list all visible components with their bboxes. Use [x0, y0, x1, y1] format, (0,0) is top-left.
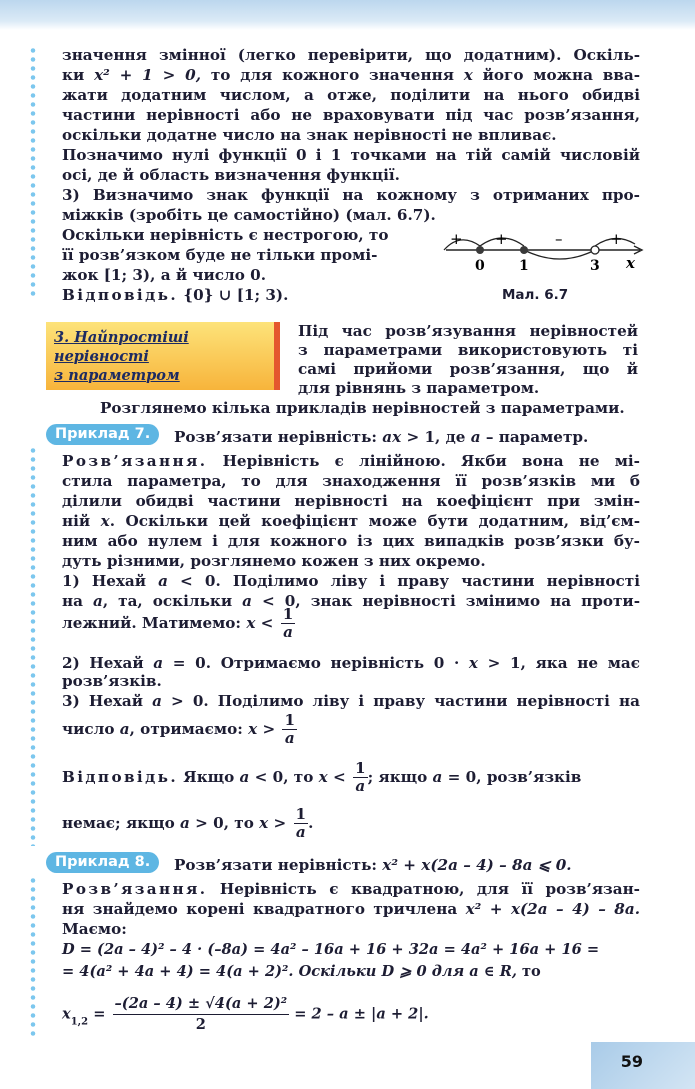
text-line: 1) Нехай a < 0. Поділимо ліву і праву частини нерівності — [62, 572, 640, 590]
text-line: 2) Нехай a = 0. Отримаємо нерівність 0 · x > 1, яка не має — [62, 654, 640, 672]
consider-line: Розглянемо кілька прикладів нерівностей з параметрами. — [100, 399, 625, 417]
section-title-box — [46, 322, 280, 390]
formula-line: D = (2a – 4)² – 4 · (–8a) = 4a² – 16a + 16 + 32a = 4a² + 16a + 16 = — [62, 941, 600, 958]
text-line: оскільки додатне число на знак нерівності не впливає. — [62, 126, 557, 144]
text-line: жати додатним числом, а отже, поділити на нього обидві — [62, 86, 640, 104]
text-line: Розв’язання. Нерівність є квадратною, для її розв’язан- — [62, 880, 640, 898]
text-line: жок [1; 3), а й число 0. — [62, 266, 266, 284]
text-line: ня знайдемо корені квадратного тричлена x² + x(2a – 4) – 8a. — [62, 900, 640, 918]
margin-dots — [30, 876, 36, 1036]
example-8-badge: Приклад 8. — [46, 852, 159, 873]
text-line: Розв’язання. Нерівність є лінійною. Якби вона не мі- — [62, 452, 640, 470]
answer-line: Відповідь. Якщо a < 0, то x < $\frac{1}{a}$ ; якщо a = 0, розв’язків — [62, 759, 582, 795]
text-line: стила параметра, то для знаходження її розв’язків ми б — [62, 472, 640, 490]
answer-line: Відповідь. {0} ∪ [1; 3). — [62, 286, 289, 304]
tick-label: 3 — [590, 258, 600, 274]
roots-fraction: $\frac{\text{–(2a – 4) ± √4(a + 2)²}}{2}$ — [114, 995, 288, 1033]
text-line: дуть різними, розглянемо кожен з них окремо. — [62, 552, 486, 570]
text-line: розв’язків. — [62, 672, 162, 690]
text-line: частини нерівності або не враховувати під час розв’язання, — [62, 106, 640, 124]
section-title-line: 3. Найпростіші — [54, 329, 189, 346]
formula-line: = 4(a² + 4a + 4) = 4(a + 2)². Оскільки D ⩾ 0 для a ∈ R, то — [62, 963, 541, 980]
margin-dots — [30, 46, 36, 296]
point-3 — [591, 246, 599, 254]
text-line: ним або нулем і для кожного із цих випадків розв’язки бу- — [62, 532, 640, 550]
page-number: 59 — [620, 1052, 643, 1071]
intro-line: з параметрами використовують ті — [298, 341, 638, 359]
sign-label: + — [495, 230, 508, 248]
text-line: значення змінної (легко перевірити, що додатним). Оскіль- — [62, 46, 640, 64]
margin-dots — [30, 446, 36, 846]
point-1 — [520, 246, 528, 254]
tick-label: 0 — [475, 258, 485, 274]
intro-line: Під час розв’язування нерівностей — [298, 322, 638, 340]
point-0 — [476, 246, 484, 254]
roots-formula: $x_{1,2}$ = $\frac{\text{–(2a – 4) ± √4(a + 2)²}}{2}$ = 2 – a ± |a + 2|. — [62, 995, 429, 1033]
section-title-line: нерівності — [54, 348, 149, 365]
text-line: лежний. Матимемо: x < $\frac{1}{a}$ — [62, 605, 294, 641]
fraction: $\frac{1}{a}$ — [284, 711, 296, 747]
text-line: Маємо: — [62, 920, 127, 938]
example-7-badge: Приклад 7. — [46, 424, 159, 445]
intro-line: для рівнянь з параметром. — [298, 379, 540, 397]
fraction: $\frac{1}{a}$ — [355, 759, 366, 795]
intro-line: самі прийоми розв’язання, що й — [298, 360, 638, 378]
page-number-box — [591, 1042, 695, 1089]
text-line: число a, отримаємо: x > $\frac{1}{a}$ — [62, 711, 296, 747]
text-line: ній x. Оскільки цей коефіцієнт може бути додатним, від’єм- — [62, 512, 640, 530]
text-line: Оскільки нерівність є нестрогою, то — [62, 226, 389, 244]
text-line: осі, де й область визначення функції. — [62, 166, 400, 184]
example-7-task: Розв’язати нерівність: ax > 1, де a – параметр. — [174, 428, 589, 446]
text-line: Позначимо нулі функції 0 і 1 точками на тій самій числовій — [62, 146, 640, 164]
section-title-line: з параметром — [54, 367, 180, 384]
sign-label: – — [555, 230, 563, 248]
sign-label: + — [450, 230, 463, 248]
text-line: 3) Визначимо знак функції на кожному з отриманих про- — [62, 186, 640, 204]
example-8-task: Розв’язати нерівність: x² + x(2a – 4) – 8a ⩽ 0. — [174, 856, 572, 874]
text-line: міжків (зробіть це самостійно) (мал. 6.7). — [62, 206, 436, 224]
fraction: $\frac{1}{a}$ — [282, 605, 294, 641]
fraction: $\frac{1}{a}$ — [295, 805, 307, 841]
answer-line: немає; якщо a > 0, то x > $\frac{1}{a}$ . — [62, 805, 314, 841]
text-line: ділили обидві частини нерівності на коефіцієнт при змін- — [62, 492, 640, 510]
text-line: ки x² + 1 > 0, то для кожного значення x його можна вва- — [62, 66, 641, 84]
text-line: на a, та, оскільки a < 0, знак нерівності змінимо на проти- — [62, 592, 641, 610]
number-line-figure — [440, 224, 650, 276]
top-band — [0, 0, 695, 30]
tick-label: 1 — [519, 258, 529, 274]
figure-caption: Мал. 6.7 — [502, 287, 569, 303]
axis-label: x — [626, 254, 635, 272]
sign-label: + — [610, 230, 623, 248]
text-line: її розв’язком буде не тільки промі- — [62, 246, 378, 264]
text-line: 3) Нехай a > 0. Поділимо ліву і праву частини нерівності на — [62, 692, 640, 710]
